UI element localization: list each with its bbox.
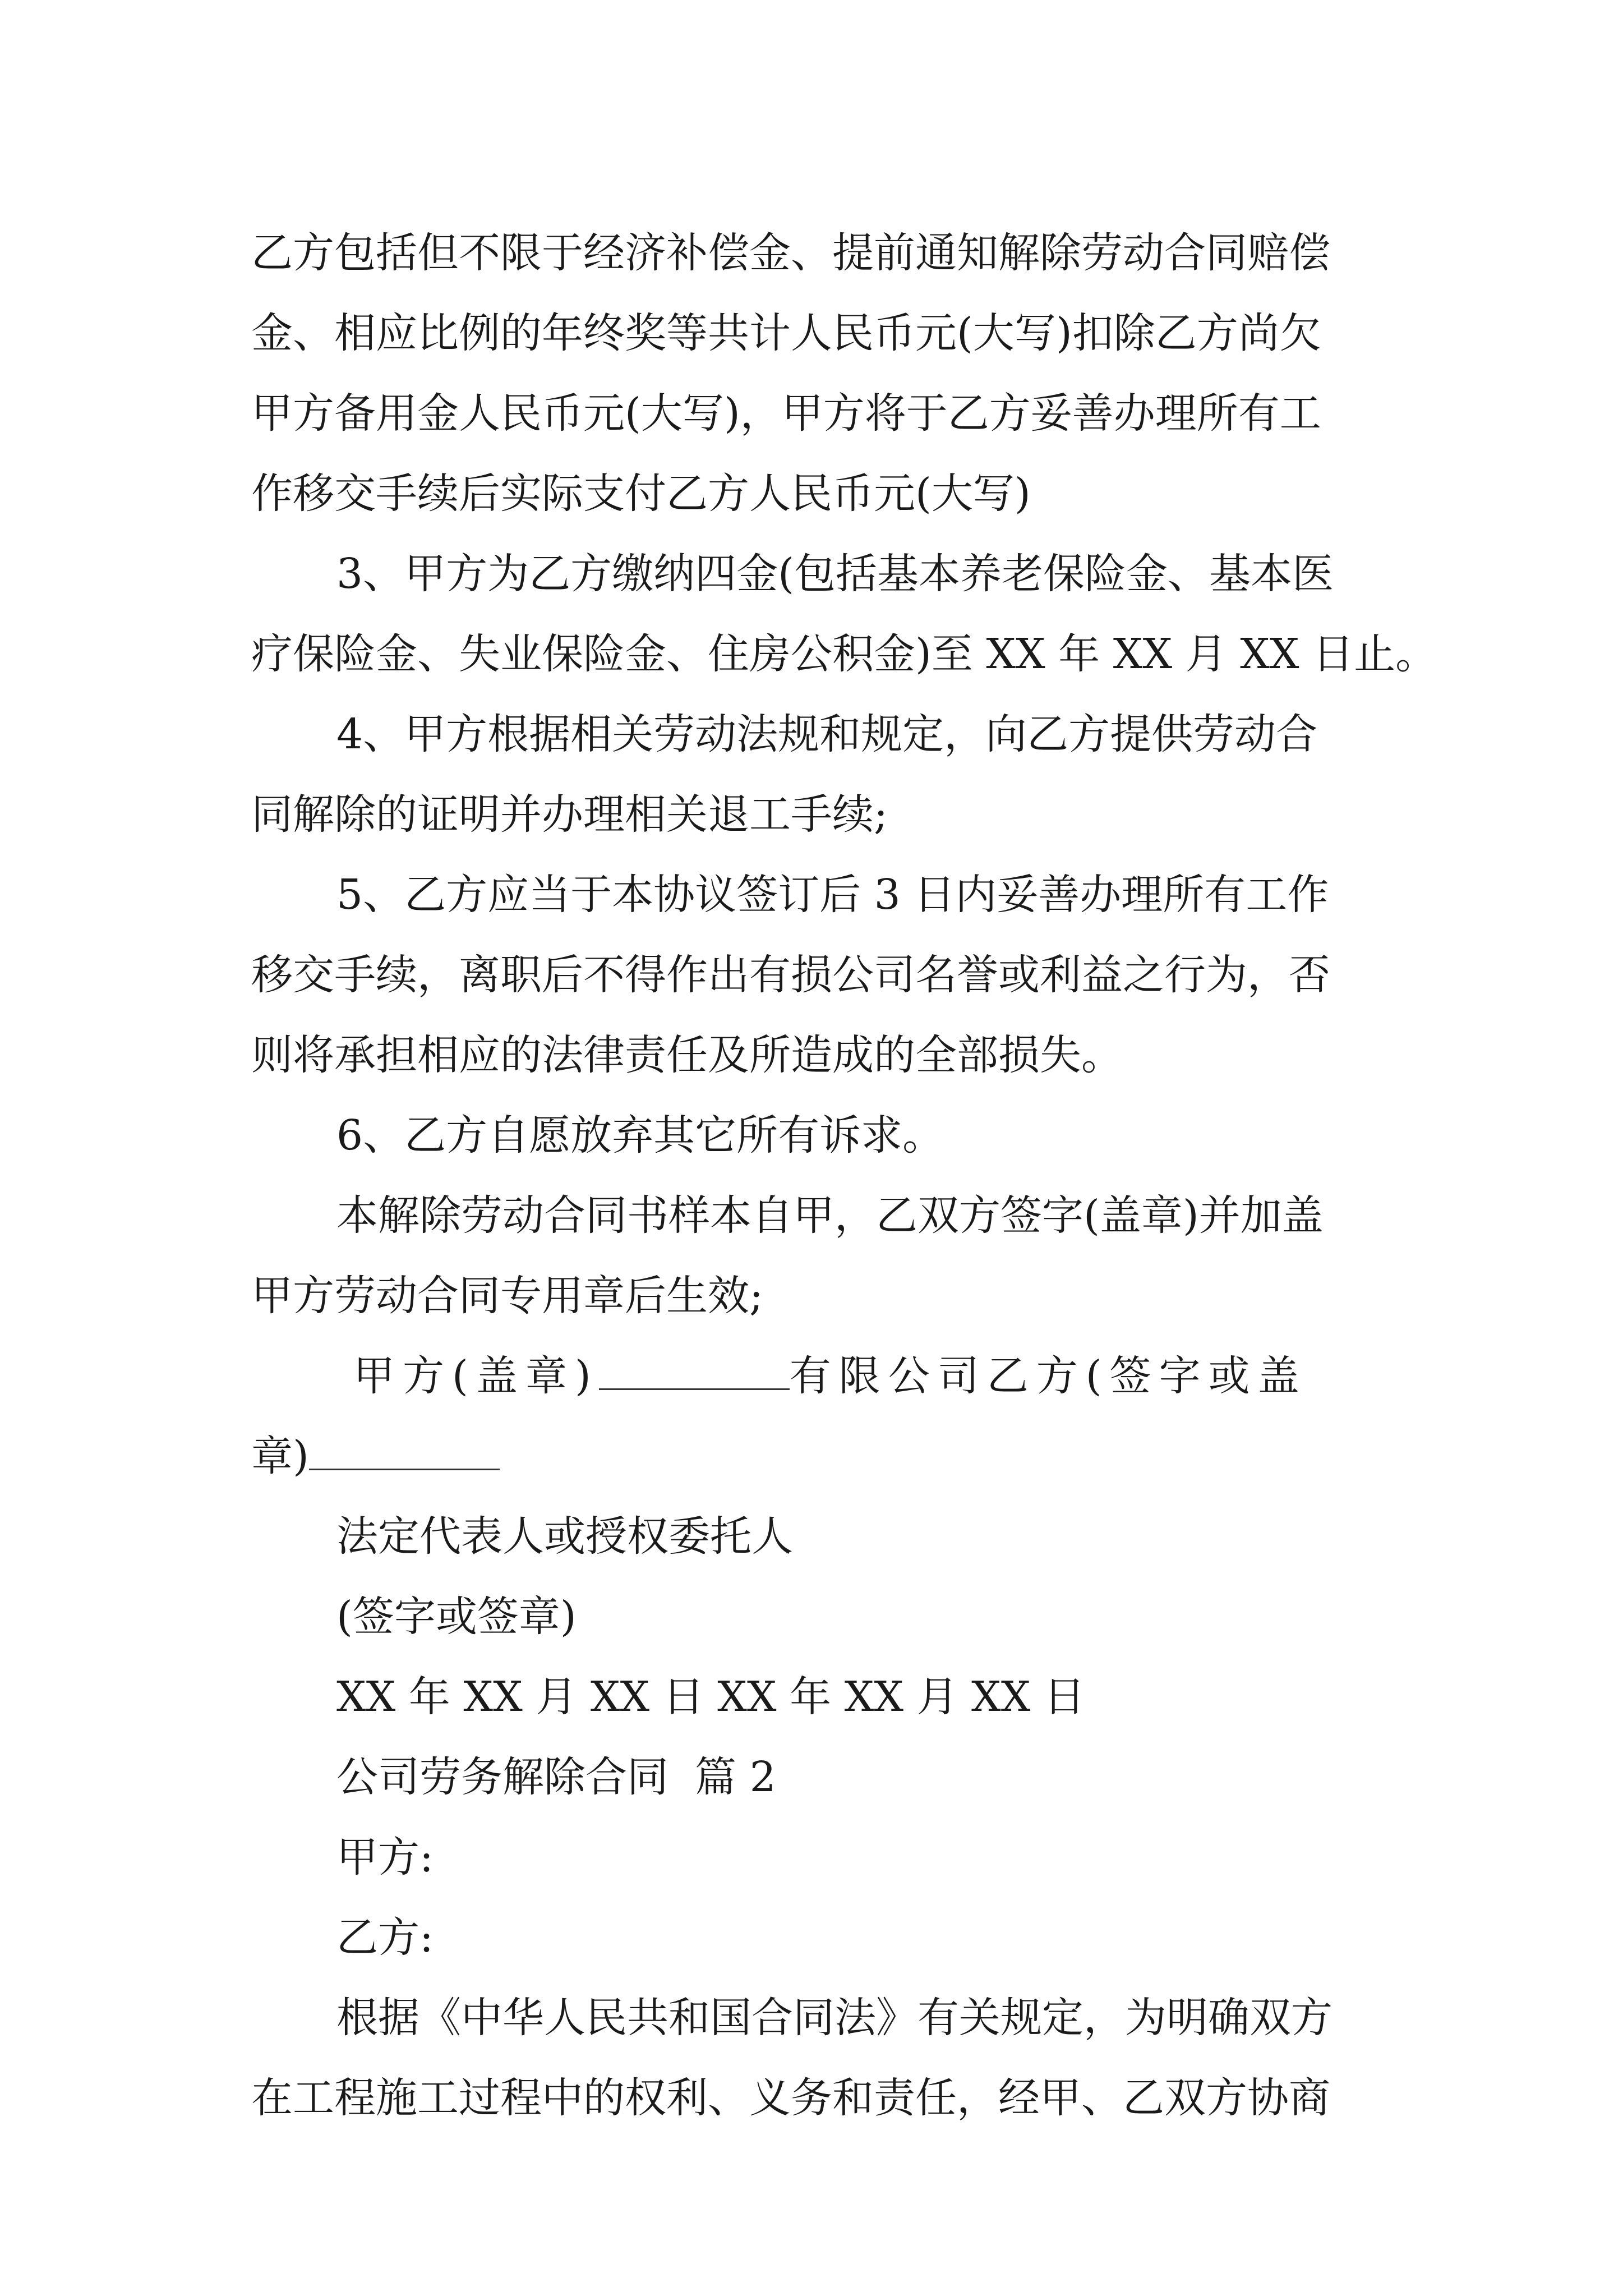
- document-page: [251, 213, 1437, 2138]
- paragraph-preamble: [251, 1978, 1393, 2138]
- party-b-blank: [309, 1429, 500, 1470]
- paragraph-effective: [251, 1176, 1393, 1336]
- text-line: 甲方备用金人民币元(大写)，甲方将于乙方妥善办理所有工: [251, 389, 1321, 438]
- text-line: 本解除劳动合同书样本自甲，乙双方签字(盖章)并加盖: [336, 1191, 1324, 1240]
- party-b-heading: 乙方:: [336, 1913, 434, 1962]
- paragraph-clause-4: [251, 694, 1393, 855]
- paragraph-compensation: [251, 213, 1393, 534]
- sign-or-seal: (签字或签章): [336, 1593, 577, 1641]
- paragraph-clause-6: 6、乙方自愿放弃其它所有诉求。: [336, 1111, 944, 1159]
- text-line: 乙方包括但不限于经济补偿金、提前通知解除劳动合同赔偿: [251, 229, 1330, 277]
- party-a-heading: 甲方:: [336, 1833, 434, 1881]
- section-title: 公司劳务解除合同 篇 2: [336, 1753, 776, 1801]
- text-line: 移交手续，离职后不得作出有损公司名誉或利益之行为，否: [251, 951, 1330, 999]
- text-line: 金、相应比例的年终奖等共计人民币元(大写)扣除乙方尚欠: [251, 309, 1321, 357]
- text-line: 根据《中华人民共和国合同法》有关规定，为明确双方: [336, 1994, 1332, 2042]
- party-b-label-tail: 章): [251, 1432, 309, 1480]
- signing-dates: XX 年 XX 月 XX 日 XX 年 XX 月 XX 日: [336, 1673, 1085, 1721]
- text-line: 同解除的证明并办理相关退工手续;: [251, 790, 888, 839]
- text-line: 疗保险金、失业保险金、住房公积金)至 XX 年 XX 月 XX 日止。: [251, 630, 1437, 678]
- text-line: 4、甲方根据相关劳动法规和规定，向乙方提供劳动合: [336, 710, 1318, 758]
- text-line: 则将承担相应的法律责任及所造成的全部损失。: [251, 1031, 1123, 1079]
- signature-line: [251, 1336, 1393, 1416]
- text-line: 作移交手续后实际支付乙方人民币元(大写): [251, 470, 1031, 518]
- signature-line: [251, 1416, 1393, 1497]
- text-line: 5、乙方应当于本协议签订后 3 日内妥善办理所有工作: [336, 871, 1329, 919]
- text-line: 在工程施工过程中的权利、义务和责任，经甲、乙双方协商: [251, 2074, 1330, 2122]
- signature-block: [251, 1336, 1393, 1497]
- party-a-seal-label: 甲方(盖章): [353, 1352, 599, 1400]
- text-line: 3、甲方为乙方缴纳四金(包括基本养老保险金、基本医: [336, 550, 1334, 598]
- paragraph-clause-5: [251, 855, 1393, 1096]
- legal-representative: 法定代表人或授权委托人: [336, 1512, 793, 1561]
- text-line: 甲方劳动合同专用章后生效;: [251, 1272, 763, 1320]
- party-b-label: 有限公司乙方(签字或盖: [789, 1352, 1307, 1400]
- paragraph-clause-3: [251, 534, 1437, 694]
- party-a-blank: [599, 1349, 790, 1390]
